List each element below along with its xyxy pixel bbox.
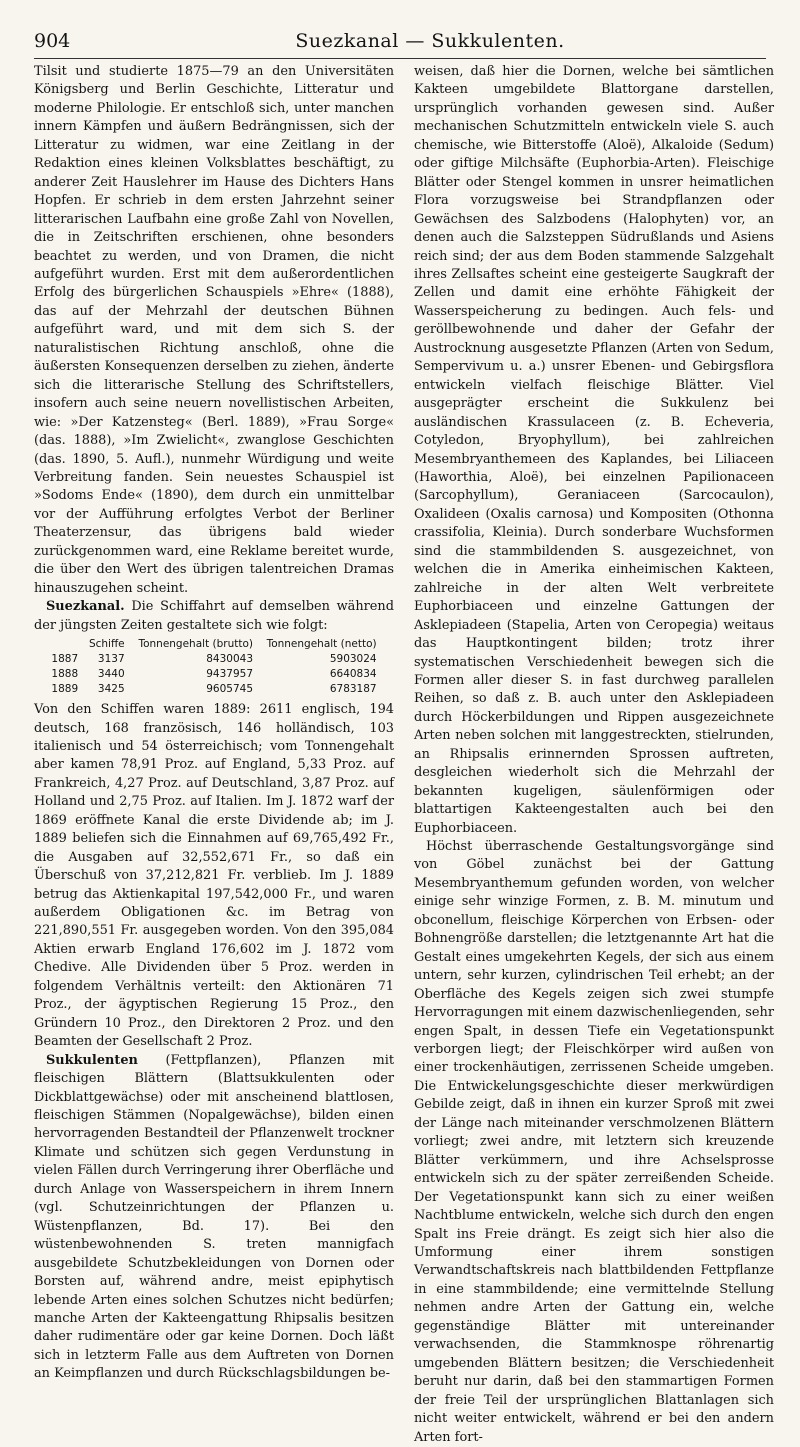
shipping-table [48,637,379,697]
table-cell: 3440 [97,668,125,681]
table-cell: 8430043 [206,653,254,666]
paragraph: Von den Schiffen waren 1889: 2611 englisch, 194 deutsch, 168 französisch, 146 holländisch, 103 italienisch und 54 österreichisch; vom Tonnengehalt aber kamen 78,91 Proz. auf England, 5,33 Proz. auf Frankreich, 4,27 Proz. auf Deutschland, 3,87 Proz. auf Holland und 2,75 Proz. auf Italien. Im J. 1872 warf der 1869 eröffnete Kanal die erste Dividende ab; im J. 1889 beliefen sich die Einnahmen auf 69,765,492 Fr., die Ausgaben auf 32,552,671 Fr., so daß ein Überschuß von 37,212,821 Fr. verblieb. Im J. 1889 betrug das Aktienkapital 197,542,000 Fr., und waren außerdem Obligationen &c. im Betrag von 221,890,551 Fr. ausgegeben worden. Von den 395,084 Aktien erwarb England 176,602 im J. 1872 vom Chedive. Alle Dividenden über 5 Proz. werden in folgendem Verhältnis verteilt: den Aktionären 71 Proz., der ägyptischen Regierung 15 Proz., den Gründern 10 Proz., den Direktoren 2 Proz. und den Beamten der Gesellschaft 2 Proz. [34,702,394,1050]
table-cell: 9437957 [206,668,254,681]
entry-body: (Fettpflanzen), Pflanzen mit fleischigen Blättern (Blattsukkulenten oder Dickblattgewächse) oder mit anscheinend blattlosen, fleischigen Stämmen (Nopalgewächse), bilden einen hervorragenden Bestandteil der Pflanzenwelt trockner Klimate und schützen sich gegen Verdunstung in vielen Fällen durch Verringerung ihrer Oberfläche und durch Anlage von Wasserspeichern in ihrem Innern (vgl. Schutzeinrichtungen der Pflanzen u. Wüstenpflanzen, Bd. 17). Bei den wüstenbewohnenden S. treten mannigfach ausgebildete Schutzbekleidungen von Dornen oder Borsten auf, während andre, meist epiphytisch lebende Arten eines solchen Schutzes nicht bedürfen; manche Arten der Kakteengattung Rhipsalis besitzen daher rudimentäre oder gar keine Dornen. Doch läßt sich in letzterm Falle aus dem Auftreten von Dornen an Keimpflanzen und durch Rückschlagsbildungen be- [34,1052,394,1382]
paragraph: weisen, daß hier die Dornen, welche bei sämtlichen Kakteen umgebildete Blattorgane darstellen, ursprünglich vorhanden gewesen sind. Außer mechanischen Schutzmitteln entwickeln viele S. auch chemische, wie Bitterstoffe (Aloë), Alkaloide (Sedum) oder giftige Milchsäfte (Euphorbia-Arten). Fleischige Blätter oder Stengel kommen in unsrer heimatlichen Flora vorzugsweise bei Strandpflanzen oder Gewächsen des Salzbodens (Halophyten) vor, an denen auch die Salzsteppen Südrußlands und Asiens reich sind; der aus dem Boden stammende Salzgehalt ihres Zellsaftes scheint eine gesteigerte Saugkraft der Zellen und damit eine erhöhte Fähigkeit der Wasserspeicherung zu bedingen. Auch fels- und geröllbewohnende und daher der Gefahr der Austrocknung ausgesetzte Pflanzen (Arten von Sedum, Sempervivum u. a.) unsrer Ebenen- und Gebirgsflora entwickeln vielfach fleischige Blätter. Viel ausgeprägter erscheint die Sukkulenz bei ausländischen Krassulaceen (z. B. Echeveria, Cotyledon, Bryophyllum), bei zahlreichen Mesembryanthemeen des Kaplandes, bei Liliaceen (Haworthia, Aloë), bei einzelnen Papilionaceen (Sarcophyllum), Geraniaceen (Sarcocaulon), Oxalideen (Oxalis carnosa) und Kompositen (Othonna crassifolia, Kleinia). Durch sonderbare Wuchsformen sind die stammbildenden S. ausgezeichnet, von welchen die in Amerika einheimischen Kakteen, zahlreiche in der alten Welt verbreitete Euphorbiaceen und einzelne Gattungen der Asklepiadeen (Stapelia, Arten von Ceropegia) weitaus das Hauptkontingent bilden; trotz ihrer systematischen Verschiedenheit bewegen sich die Formen aller dieser S. in fast durchweg parallelen Reihen, so daß z. B. auch unter den Asklepiadeen durch Höckerbildungen und Rippen ausgezeichnete Arten neben solchen mit langgestreckten, stielrunden, an Rhipsalis erinnernden Sprossen auftreten, desgleichen wiederholt sich die Mehrzahl der bekannten kugeligen, säulenförmigen oder blattartigen Kakteengestalten auch bei den Euphorbiaceen. [414,64,774,836]
headword: Sukkulenten [46,1052,138,1068]
table-row [48,652,379,667]
entry-intro: Die Schiffahrt auf demselben während der jüngsten Zeiten gestaltete sich wie folgt: [34,599,394,633]
table-cell: 1887 [51,653,79,666]
table-row [48,682,379,697]
right-column [414,63,774,1445]
table-row [48,667,379,682]
left-column [34,63,394,1382]
table-header: Tonnengehalt (brutto) [138,638,254,651]
paragraph: Höchst überraschende Gestaltungsvorgänge sind von Göbel zunächst bei der Gattung Mesembryanthemum gefunden worden, von welcher einige sehr winzige Formen, z. B. M. minutum und obconellum, fleischige Körperchen von Erbsen- oder Bohnengröße darstellen; die letztgenannte Art hat die Gestalt eines umgekehrten Kegels, der sich aus einem untern, sehr kurzen, cylindrischen Teil erhebt; an der Oberfläche des Kegels zeigen sich zwei stumpfe Hervorragungen mit einem dazwischenliegenden, sehr engen Spalt, in dessen Tiefe ein Vegetationspunkt verborgen liegt; der Fleischkörper wird außen von einer trockenhäutigen, zerrissenen Scheide umgeben. Die Entwickelungsgeschichte dieser merkwürdigen Gebilde zeigt, daß in ihnen ein kurzer Sproß mit zwei der Länge nach miteinander verschmolzenen Blättern vorliegt; zwei andre, mit letztern sich kreuzende Blätter verkümmern, und ihre Achselsprosse entwickeln sich zu der später zerreißenden Scheide. Der Vegetationspunkt kann sich zu einer weißen Nachtblume entwickeln, welche sich durch den engen Spalt ins Freie drängt. Es zeigt sich hier also die Umformung einer ihrem sonstigen Verwandtschaftskreis nach blattbildenden Fettpflanze in eine stammbildende; eine vermittelnde Stellung nehmen andre Arten der Gattung ein, welche gegenständige Blätter mit untereinander verwachsenden, die Stammknospe röhrenartig umgebenden Blättern besitzen; die Verschiedenheit beruht nur darin, daß bei den stammartigen Formen der freie Teil der ursprünglichen Blattanlagen sich nicht weiter entwickelt, während er bei den andern Arten fort- [414,839,774,1445]
entry-suezkanal [34,598,394,635]
table-cell: 1888 [51,668,79,681]
table-cell: 3425 [97,683,125,696]
page-header [34,30,766,58]
paragraph: Tilsit und studierte 1875—79 an den Universitäten Königsberg und Berlin Geschichte, Litteratur und moderne Philologie. Er entschloß sich, unter manchen innern Kämpfen und äußern Bedrängnissen, sich der Litteratur zu widmen, war eine Zeitlang in der Redaktion eines kleinen Volksblattes beschäftigt, zu anderer Zeit Hauslehrer im Hause des Dichters Hans Hopfen. Er schrieb in dem ersten Jahrzehnt seiner litterarischen Laufbahn eine große Zahl von Novellen, die in Zeitschriften erschienen, ohne besonders beachtet zu werden, und von Dramen, die nicht aufgeführt wurden. Erst mit dem außerordentlichen Erfolg des bürgerlichen Schauspiels »Ehre« (1888), das auf der Mehrzahl der deutschen Bühnen aufgeführt ward, und mit dem sich S. der naturalistischen Richtung anschloß, ohne die äußersten Konsequenzen derselben zu ziehen, änderte sich die litterarische Stellung des Schriftstellers, insofern auch seine neuern novellistischen Arbeiten, wie: »Der Katzensteg« (Berl. 1889), »Frau Sorge« (das. 1888), »Im Zwielicht«, zwanglose Geschichten (das. 1890, 5. Aufl.), nunmehr Würdigung und weite Verbreitung fanden. Sein neuestes Schauspiel ist »Sodoms Ende« (1890), dem durch ein unmittelbar vor der Aufführung erfolgtes Verbot der Berliner Theaterzensur, das übrigens bald wieder zurückgenommen ward, eine Reklame bereitet wurde, die über den Wert des übrigen talentreichen Dramas hinauszugehen scheint. [34,64,394,596]
text-columns [34,63,774,1445]
table-cell: 9605745 [206,683,254,696]
entry-sukkulenten [34,1052,394,1384]
page-number: 904 [34,30,71,52]
table-header: Schiffe [88,638,125,651]
table-cell: 6783187 [329,683,377,696]
headword: Suezkanal. [46,599,125,615]
table-cell: 5903024 [329,653,377,666]
table-cell: 1889 [51,683,79,696]
table-header [48,637,83,652]
table-header: Tonnengehalt (netto) [266,638,377,651]
header-rule [34,58,766,59]
table-header-row [48,637,379,652]
table-cell: 6640834 [329,668,377,681]
table-cell: 3137 [97,653,125,666]
running-head: Suezkanal — Sukkulenten. [295,30,565,52]
